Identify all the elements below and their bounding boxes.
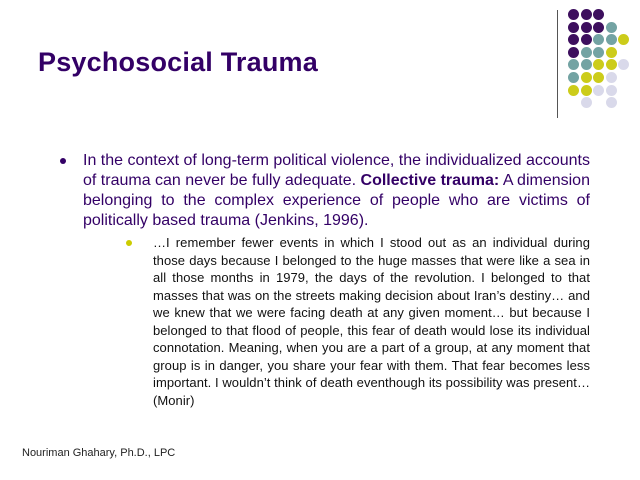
dot-teal-icon <box>568 72 579 83</box>
bullet-item-collective-trauma <box>58 151 590 409</box>
dot-teal-icon <box>593 47 604 58</box>
dot-teal-icon <box>581 59 592 70</box>
dot-purple-icon <box>581 22 592 33</box>
dot-purple-icon <box>593 9 604 20</box>
bullet-text-bold-term: Collective trauma: <box>360 172 500 189</box>
dot-lavender-icon <box>606 97 617 108</box>
dot-yellow-icon <box>606 47 617 58</box>
dot-lavender-icon <box>606 85 617 96</box>
dot-lavender-icon <box>618 59 629 70</box>
footer-author: Nouriman Ghahary, Ph.D., LPC <box>22 447 176 459</box>
decorative-dot-grid <box>568 9 632 111</box>
slide-title: Psychosocial Trauma <box>38 47 318 77</box>
dot-lavender-icon <box>606 72 617 83</box>
decorative-vertical-line <box>557 10 558 118</box>
bullet-text-definition: A dimension belonging to the complex experience of people who are victims of politically based trauma (Jenkins, 1996). <box>83 172 590 229</box>
sub-bullet-list <box>83 234 590 409</box>
dot-teal-icon <box>581 47 592 58</box>
dot-teal-icon <box>568 59 579 70</box>
dot-lavender-icon <box>593 85 604 96</box>
dot-purple-icon <box>568 47 579 58</box>
dot-yellow-icon <box>593 72 604 83</box>
dot-teal-icon <box>606 34 617 45</box>
dot-purple-icon <box>581 9 592 20</box>
dot-purple-icon <box>568 9 579 20</box>
bullet-list <box>58 151 590 409</box>
dot-purple-icon <box>581 34 592 45</box>
dot-yellow-icon <box>581 72 592 83</box>
sub-bullet-item-quote <box>128 234 590 409</box>
bullet-dot-icon <box>60 158 66 164</box>
dot-purple-icon <box>593 22 604 33</box>
dot-purple-icon <box>568 22 579 33</box>
dot-yellow-icon <box>581 85 592 96</box>
sub-bullet-dot-icon <box>126 240 132 246</box>
dot-yellow-icon <box>606 59 617 70</box>
bullet-text-intro: In the context of long-term political violence, the individualized accounts of trauma can never be fully adequate. <box>83 152 590 189</box>
dot-lavender-icon <box>581 97 592 108</box>
dot-yellow-icon <box>618 34 629 45</box>
quote-text: …I remember fewer events in which I stood out as an individual during those days because I belonged to the huge masses that were like a sea in all those months in 1979, the days of the revolution. I belonged to that masses that was on the streets making decision about Iran’s destiny… and we knew that we were facing death at any given moment… but because I belonged to that flood of people, this fear of death would lose its individual connotation. Meaning, when you are a part of a group, at any moment that group is in danger, you share your fear with them. That fear becomes less important. I wouldn’t think of death eventhough its possibility was present… (Monir) <box>153 235 590 408</box>
dot-purple-icon <box>568 34 579 45</box>
dot-teal-icon <box>593 34 604 45</box>
dot-yellow-icon <box>593 59 604 70</box>
dot-yellow-icon <box>568 85 579 96</box>
dot-teal-icon <box>606 22 617 33</box>
